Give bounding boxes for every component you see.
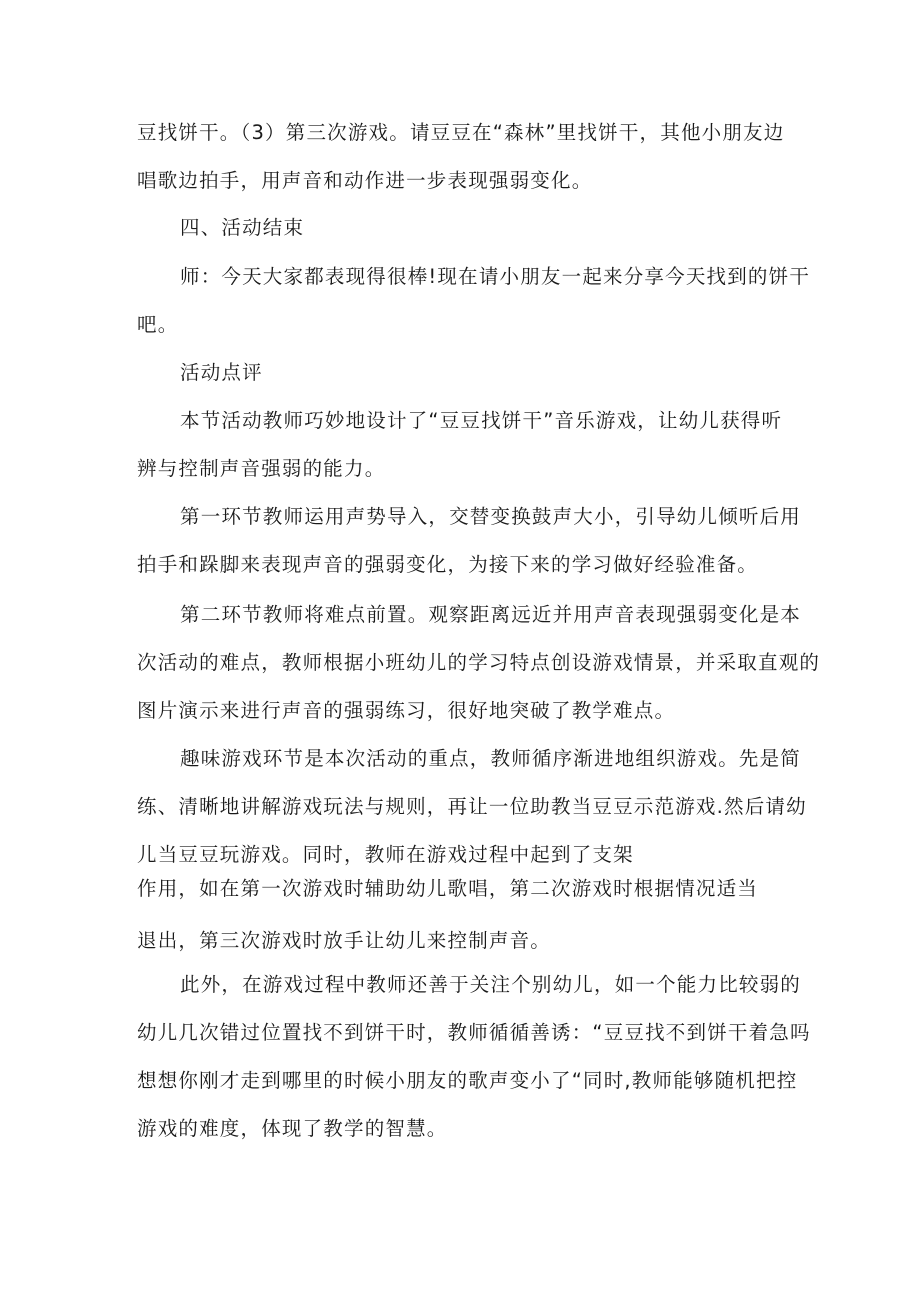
text-line: 练、清晰地讲解游戏玩法与规则，再让一位助教当豆豆示范游戏.然后请幼	[137, 795, 807, 818]
text-line: 图片演示来进行声音的强弱练习，很好地突破了教学难点。	[137, 699, 676, 722]
text-line: 儿当豆豆玩游戏。同时，教师在游戏过程中起到了支架	[137, 843, 634, 866]
text-line: 次活动的难点，教师根据小班幼儿的学习特点创设游戏情景，并采取直观的	[137, 651, 821, 674]
text-line: 唱歌边拍手，用声音和动作进一步表现强弱变化。	[137, 169, 593, 192]
text-line: 想想你刚才走到哪里的时候小朋友的歌声变小了“同时,教师能够随机把控	[137, 1069, 798, 1092]
text-line: 此外，在游戏过程中教师还善于关注个别幼儿，如一个能力比较弱的	[180, 973, 802, 996]
text-line: 趣味游戏环节是本次活动的重点，教师循序渐进地组织游戏。先是简	[180, 747, 802, 770]
text-line: 第二环节教师将难点前置。观察距离远近并用声音表现强弱变化是本	[180, 603, 802, 626]
section-heading: 活动点评	[180, 361, 263, 384]
text-line: 师：今天大家都表现得很棒!现在请小朋友一起来分享今天找到的饼干	[180, 265, 811, 288]
text-line: 豆找饼干。（3）第三次游戏。请豆豆在“森林”里找饼干，其他小朋友边	[137, 121, 785, 144]
text-line: 本节活动教师巧妙地设计了“豆豆找饼干”音乐游戏，让幼儿获得听	[180, 409, 783, 432]
text-line: 拍手和跺脚来表现声音的强弱变化，为接下来的学习做好经验准备。	[137, 553, 759, 576]
text-line: 辨与控制声音强弱的能力。	[137, 457, 386, 480]
text-line: 游戏的难度，体现了教学的智慧。	[137, 1117, 448, 1140]
text-line: 第一环节教师运用声势导入，交替变换鼓声大小，引导幼儿倾听后用	[180, 505, 802, 528]
text-line: 退出，第三次游戏时放手让幼儿来控制声音。	[137, 929, 552, 952]
text-line: 吧。	[137, 313, 179, 336]
text-line: 作用，如在第一次游戏时辅助幼儿歌唱，第二次游戏时根据情况适当	[137, 877, 759, 900]
section-heading: 四、活动结束	[180, 216, 305, 239]
text-line: 幼儿几次错过位置找不到饼干时，教师循循善诱：“豆豆找不到饼干着急吗	[137, 1021, 811, 1044]
